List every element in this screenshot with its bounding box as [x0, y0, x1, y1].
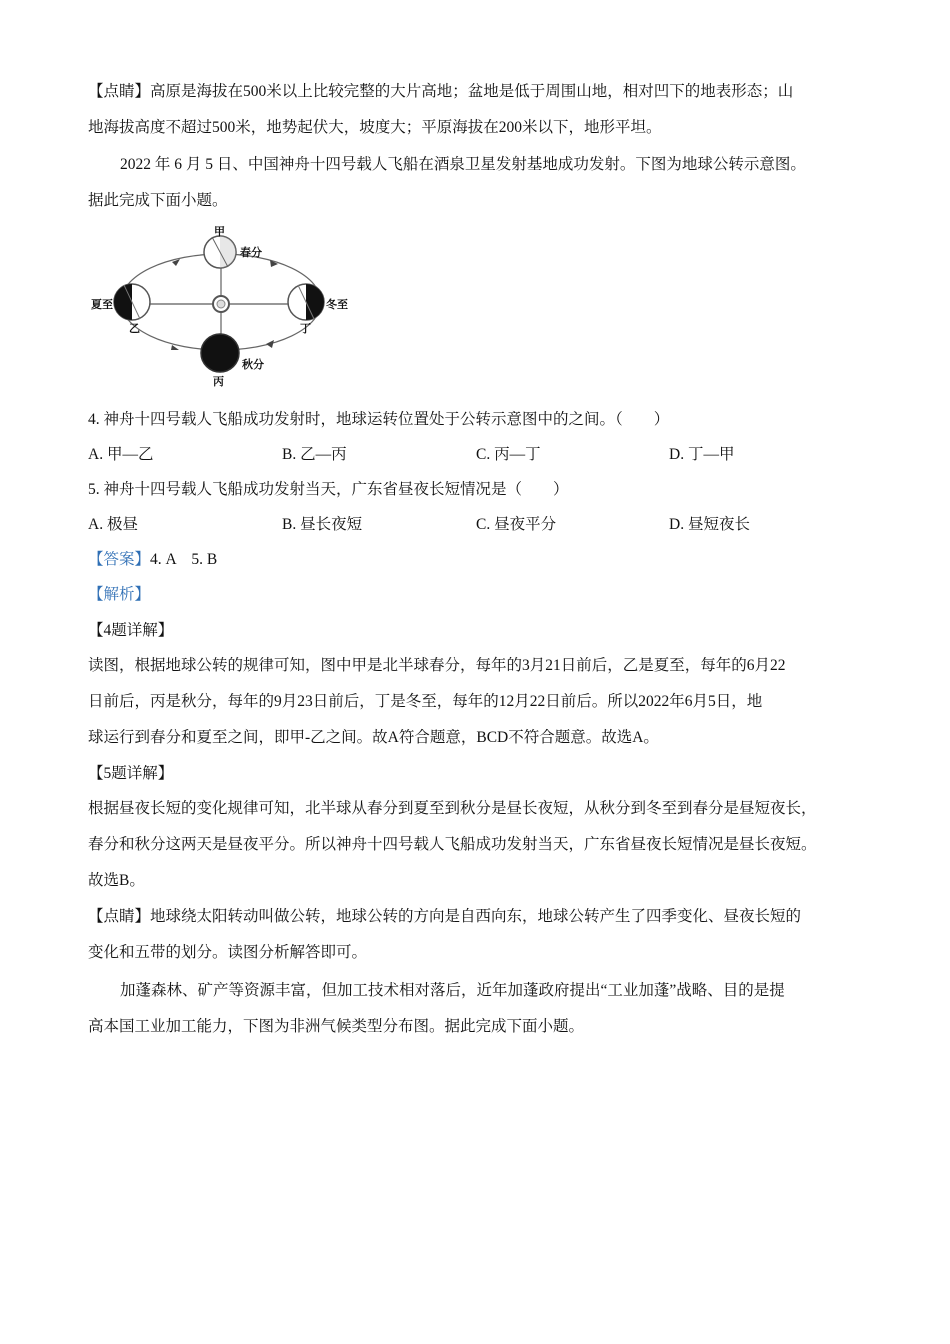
detail-5-title: 【5题详解】 [88, 765, 174, 782]
question-4-option-c: C. 丙—丁 [476, 446, 541, 463]
detail-5-line-2: 春分和秋分这两天是昼夜平分。所以神舟十四号载人飞船成功发射当天，广东省昼夜长短情况是昼长夜短。 [88, 836, 817, 853]
question-4-stem: 4. 神舟十四号载人飞船成功发射时，地球运转位置处于公转示意图中的之间。（ ） [88, 411, 670, 428]
tip-paragraph-line-1: 【点睛】高原是海拔在500米以上比较完整的大片高地；盆地是低于周围山地，相对凹下的地表形态；山 [88, 83, 794, 100]
label-xiazhi: 夏至 [91, 298, 113, 311]
earth-bing-icon [201, 334, 239, 372]
question-5-option-b: B. 昼长夜短 [282, 516, 363, 533]
label-ding: 丁 [300, 322, 311, 335]
tip-2-line-1: 【点睛】地球绕太阳转动叫做公转，地球公转的方向是自西向东，地球公转产生了四季变化、昼夜长短的 [88, 908, 802, 925]
intro-paragraph-line-2: 据此完成下面小题。 [88, 192, 228, 209]
tip-2-line-2: 变化和五带的划分。读图分析解答即可。 [88, 944, 368, 961]
detail-4-line-3: 球运行到春分和夏至之间，即甲-乙之间。故A符合题意，BCD不符合题意。故选A。 [88, 729, 659, 746]
intro-paragraph-line-1: 2022 年 6 月 5 日、中国神舟十四号载人飞船在酒泉卫星发射基地成功发射。下图为地球公转示意图。 [120, 156, 806, 173]
answer-tag: 【答案】 [88, 551, 151, 568]
label-yi: 乙 [129, 322, 140, 335]
next-intro-line-2: 高本国工业加工能力，下图为非洲气候类型分布图。据此完成下面小题。 [88, 1018, 585, 1035]
label-chunfen: 春分 [240, 246, 262, 259]
detail-4-line-1: 读图，根据地球公转的规律可知，图中甲是北半球春分，每年的3月21日前后，乙是夏至，每年的6月22 [88, 657, 786, 674]
label-dongzhi: 冬至 [326, 298, 348, 311]
tip-paragraph-line-2: 地海拔高度不超过500米，地势起伏大，坡度大；平原海拔在200米以下，地形平坦。 [88, 119, 662, 136]
question-4-option-b: B. 乙—丙 [282, 446, 347, 463]
question-5-stem: 5. 神舟十四号载人飞船成功发射当天，广东省昼夜长短情况是（ ） [88, 481, 569, 498]
question-5-option-a: A. 极昼 [88, 516, 138, 533]
answer-text: 4. A 5. B [150, 551, 218, 568]
answer-line [88, 549, 217, 571]
question-5-option-d: D. 昼短夜长 [669, 516, 750, 533]
label-qiufen: 秋分 [242, 358, 264, 371]
question-5-option-c: C. 昼夜平分 [476, 516, 557, 533]
question-4-option-a: A. 甲—乙 [88, 446, 154, 463]
sun-core-icon [217, 300, 225, 308]
earth-revolution-diagram [88, 222, 358, 388]
next-intro-line-1: 加蓬森林、矿产等资源丰富，但加工技术相对落后，近年加蓬政府提出“工业加蓬”战略、目的是提 [120, 982, 785, 999]
orbit-arrow-icon [266, 340, 274, 348]
detail-5-line-1: 根据昼夜长短的变化规律可知，北半球从春分到夏至到秋分是昼长夜短，从秋分到冬至到春分是昼短夜长， [88, 800, 817, 817]
analysis-tag: 【解析】 [88, 586, 151, 603]
label-jia: 甲 [214, 225, 225, 238]
question-4-option-d: D. 丁—甲 [669, 446, 735, 463]
label-bing: 丙 [213, 375, 224, 388]
detail-4-title: 【4题详解】 [88, 622, 174, 639]
detail-4-line-2: 日前后，丙是秋分，每年的9月23日前后，丁是冬至，每年的12月22日前后。所以2022年6月5日，地 [88, 693, 763, 710]
detail-5-line-3: 故选B。 [88, 872, 145, 889]
